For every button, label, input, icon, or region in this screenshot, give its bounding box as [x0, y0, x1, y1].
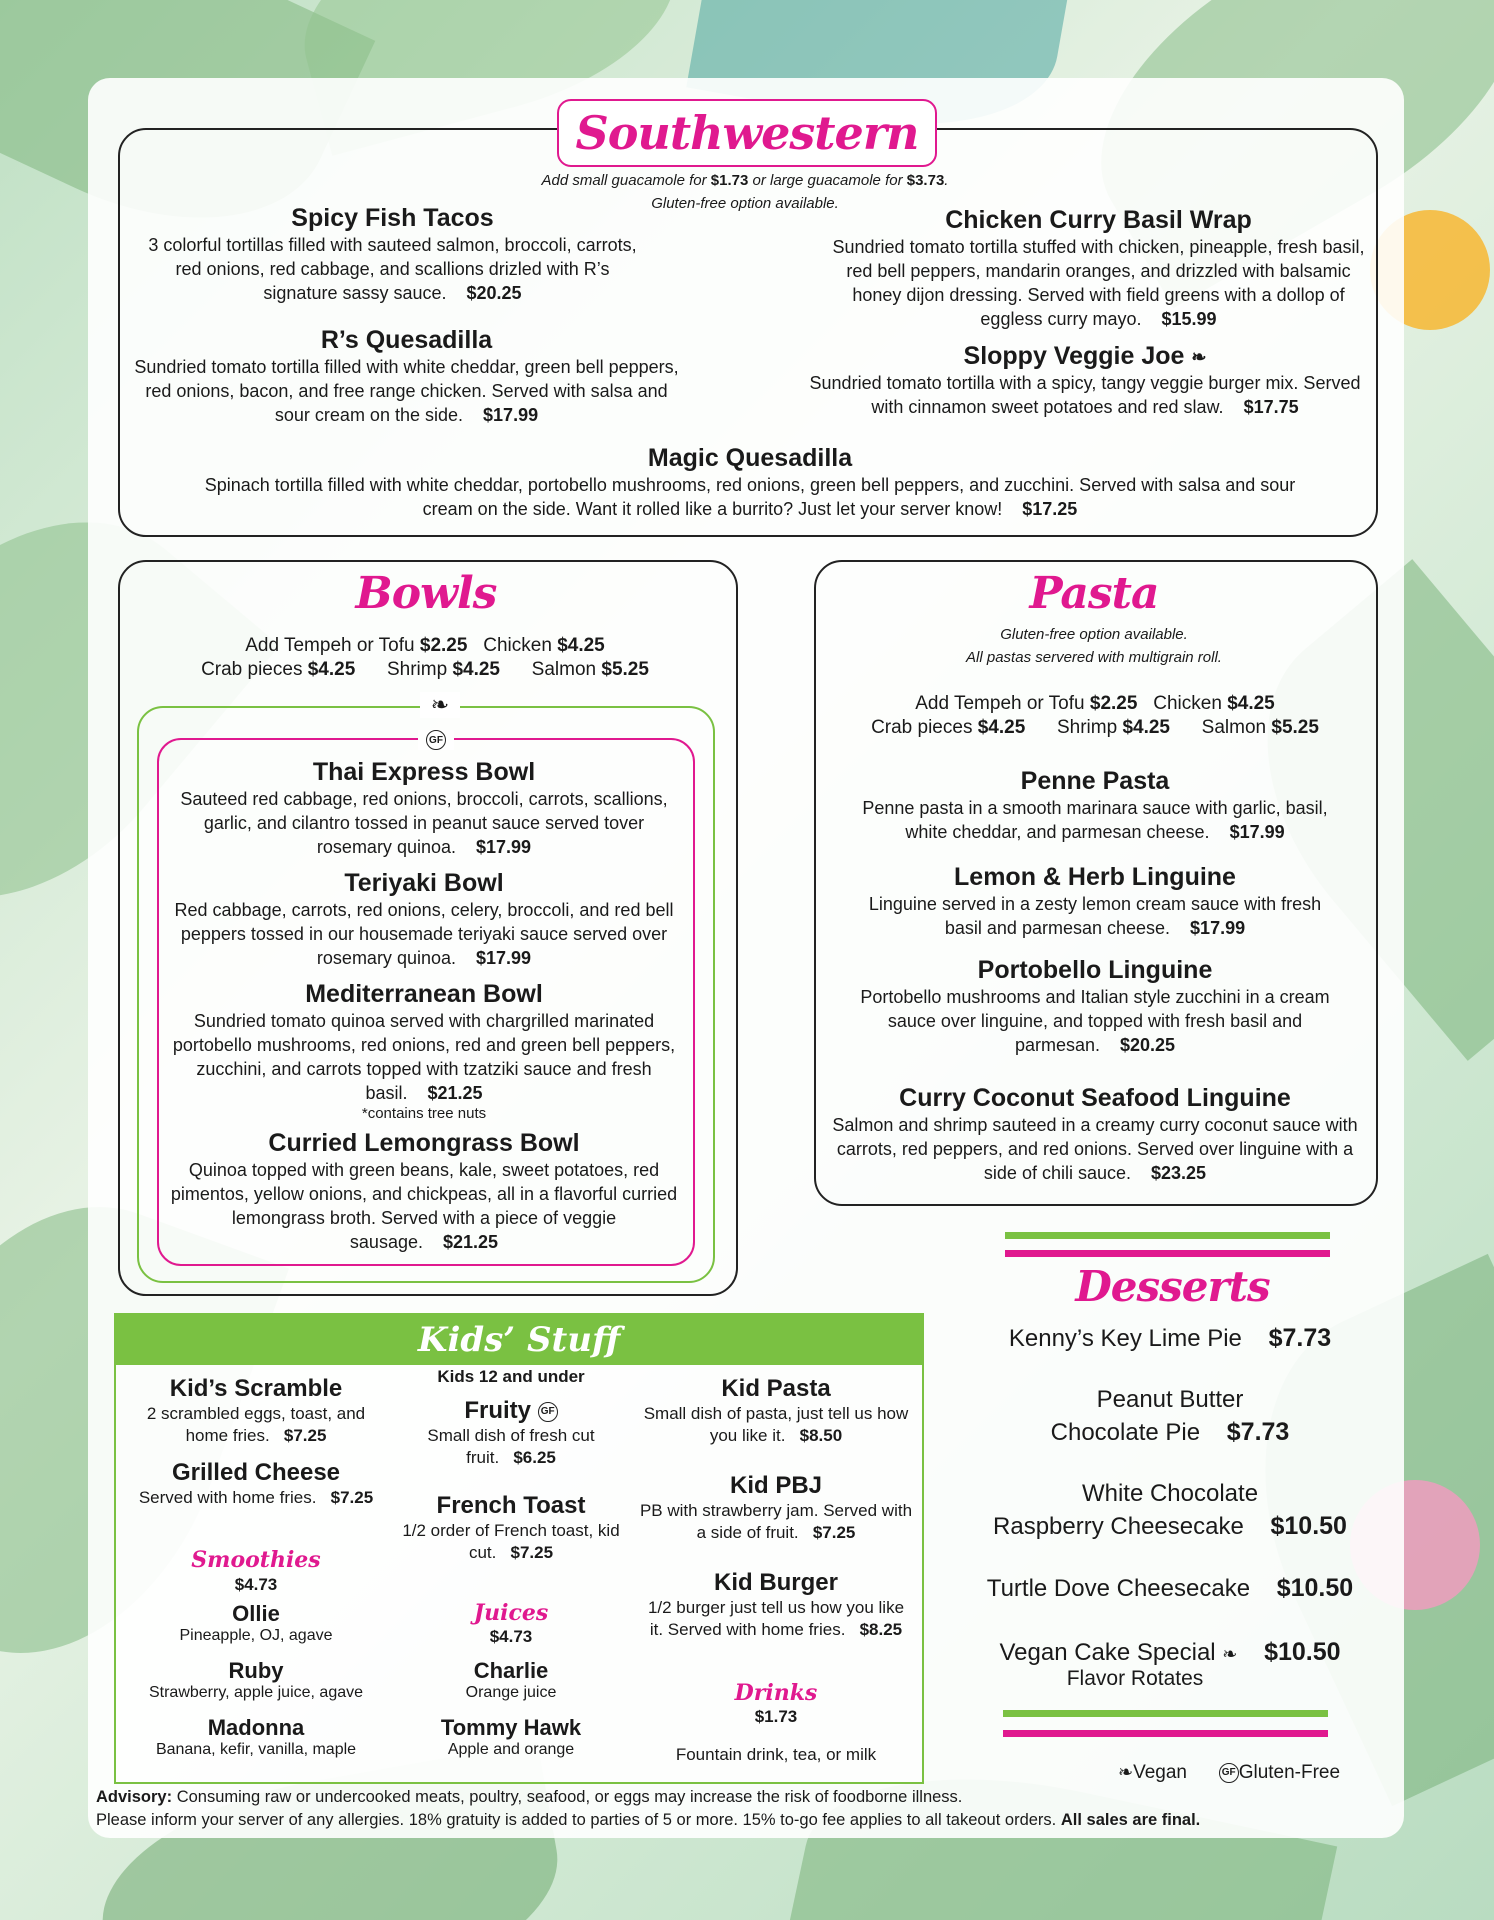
item-desc: Small dish of pasta, just tell us how you like it. [643, 1404, 909, 1445]
kids-item-pasta [636, 1375, 916, 1447]
menu-item-teriyaki-bowl [170, 869, 678, 970]
item-price: $21.25 [443, 1232, 499, 1252]
item-name: Kid’s Scramble [169, 1375, 343, 1402]
smoothie-ollie: Ollie Pineapple, OJ, agave [179, 1601, 333, 1644]
leaf-icon: ❧ [1191, 346, 1207, 367]
menu-item-penne-pasta [840, 767, 1350, 844]
dessert-key-lime-pie: Kenny’s Key Lime Pie $7.73 [1008, 1324, 1332, 1352]
kids-item-burger [646, 1569, 906, 1641]
item-desc: Portobello mushrooms and Italian style zucchini in a cream sauce over linguine, and topped with fresh basil and parmesan. [860, 987, 1330, 1055]
item-desc: Quinoa topped with green beans, kale, sweet potatoes, red pimentos, yellow onions, and chickpeas, all in a flavorful curried lemongrass broth. Served with a piece of veggie sausage. [170, 1160, 678, 1252]
pasta-roll-note: All pastas servered with multigrain roll. [966, 649, 1222, 666]
item-desc: 3 colorful tortillas filled with sauteed salmon, broccoli, carrots, red onions, red cabbage, and scallions drizled with R’s signature sassy sauce. [148, 235, 637, 303]
leaf-icon: ❧ [1118, 1762, 1134, 1783]
leaf-icon: ❧ [1222, 1643, 1238, 1664]
item-desc: 2 scrambled eggs, toast, and home fries. [146, 1404, 366, 1445]
bowls-title: Bowls [355, 568, 497, 619]
item-name: Lemon & Herb Linguine [954, 863, 1236, 891]
kids-title: Kids’ Stuff [116, 1315, 922, 1365]
pasta-title: Pasta [1029, 568, 1159, 619]
juice-charlie: Charlie Orange juice [465, 1658, 557, 1701]
dessert-turtle-dove-cheesecake: Turtle Dove Cheesecake $10.50 [986, 1574, 1354, 1602]
drinks-desc: Fountain drink, tea, or milk [675, 1745, 877, 1764]
item-price: $7.25 [510, 1543, 554, 1562]
item-price: $17.99 [476, 948, 532, 968]
kids-item-scramble [126, 1375, 386, 1447]
smoothies-title: Smoothies [191, 1547, 321, 1573]
kids-item-fruity [406, 1397, 616, 1469]
item-name: French Toast [436, 1492, 586, 1519]
item-desc: Sundried tomato quinoa served with chargrilled marinated portobello mushrooms, red onions, red and green bell peppers, zucchini, and carrots topped with tzatziki sauce and fresh basil. [172, 1011, 676, 1103]
menu-item-mediterranean-bowl [170, 980, 678, 1122]
item-name: Mediterranean Bowl [305, 980, 543, 1008]
dessert-peanut-butter-pie: Peanut Butter Chocolate Pie $7.73 [1050, 1386, 1290, 1446]
item-desc: Sundried tomato tortilla filled with white cheddar, green bell peppers, red onions, bacon, and free range chicken. Served with salsa and sour cream on the side. [134, 357, 679, 425]
menu-item-chicken-curry-basil-wrap [826, 206, 1371, 331]
juices-price: $4.73 [489, 1627, 533, 1646]
item-desc: Small dish of fresh cut fruit. [427, 1426, 595, 1467]
item-name: Kid Pasta [721, 1375, 831, 1402]
divider-green-top [1005, 1232, 1330, 1239]
item-desc: 1/2 order of French toast, kid cut. [402, 1521, 620, 1562]
item-desc: Sauteed red cabbage, red onions, broccoli, carrots, scallions, garlic, and cilantro tossed in peanut sauce served tover rosemary quinoa. [180, 789, 668, 857]
item-price: $7.25 [812, 1523, 856, 1542]
item-desc: Salmon and shrimp sauteed in a creamy curry coconut sauce with carrots, red peppers, and red onions. Served over linguine with a side of chili sauce. [832, 1115, 1358, 1183]
item-price: $20.25 [1120, 1035, 1176, 1055]
dessert-raspberry-cheesecake: White Chocolate Raspberry Cheesecake $10.50 [993, 1480, 1347, 1540]
dessert-flavor-rotates: Flavor Rotates [1066, 1667, 1204, 1690]
item-name: Grilled Cheese [171, 1459, 341, 1486]
gluten-free-icon: GF [426, 730, 446, 750]
item-price: $17.25 [1022, 499, 1078, 519]
menu-item-portobello-linguine [855, 956, 1335, 1057]
kids-age-note: Kids 12 and under [437, 1367, 585, 1386]
menu-item-sloppy-veggie-joe [800, 342, 1370, 419]
item-desc: Served with home fries. [138, 1488, 317, 1507]
item-name: Penne Pasta [1020, 767, 1170, 795]
divider-pink-bottom [1003, 1730, 1328, 1737]
item-price: $21.25 [427, 1083, 483, 1103]
divider-pink-top [1005, 1250, 1330, 1257]
item-price: $20.25 [466, 283, 522, 303]
item-name: Chicken Curry Basil Wrap [945, 206, 1252, 234]
juices-title: Juices [473, 1600, 549, 1626]
item-desc: Linguine served in a zesty lemon cream sauce with fresh basil and parmesan cheese. [868, 894, 1322, 938]
drinks-title: Drinks [734, 1680, 818, 1706]
item-name: Portobello Linguine [977, 956, 1213, 984]
item-price: $17.99 [483, 405, 539, 425]
southwestern-guac-note: Add small guacamole for $1.73 or large guacamole for $3.73. [541, 172, 949, 189]
menu-item-thai-express-bowl [170, 758, 678, 859]
item-price: $17.99 [476, 837, 532, 857]
menu-item-curry-coconut-seafood-linguine [820, 1084, 1370, 1185]
item-price: $6.25 [513, 1448, 556, 1467]
tree-nut-note: *contains tree nuts [361, 1105, 487, 1122]
kids-item-grilled-cheese [136, 1459, 376, 1509]
item-price: $8.25 [859, 1620, 903, 1639]
divider-green-bottom [1003, 1710, 1328, 1717]
item-desc: PB with strawberry jam. Served with a side of fruit. [639, 1501, 913, 1542]
advisory-notice: Advisory: Consuming raw or undercooked meats, poultry, seafood, or eggs may increase the risk of foodborne illness. Please inform your server of any allergies. 18% gratuity is added to parties of 5 or more. 15% to-go fee applies to all takeout orders. All sales are final. [96, 1788, 1201, 1829]
item-desc: 1/2 burger just tell us how you like it. Served with home fries. [647, 1598, 905, 1639]
item-price: $7.25 [330, 1488, 374, 1507]
item-desc: Penne pasta in a smooth marinara sauce with garlic, basil, white cheddar, and parmesan cheese. [862, 798, 1328, 842]
item-name: Curried Lemongrass Bowl [268, 1129, 580, 1157]
menu-item-rs-quesadilla [134, 326, 679, 427]
kids-item-french-toast [396, 1492, 626, 1564]
item-price: $8.50 [799, 1426, 843, 1445]
southwestern-gf-note: Gluten-free option available. [651, 195, 839, 212]
item-name: R’s Quesadilla [320, 326, 493, 354]
item-price: $17.99 [1229, 822, 1285, 842]
menu-item-magic-quesadilla [200, 444, 1300, 521]
item-name: Teriyaki Bowl [344, 869, 504, 897]
item-price: $23.25 [1151, 1163, 1207, 1183]
item-price: $15.99 [1161, 309, 1217, 329]
item-name: Curry Coconut Seafood Linguine [899, 1084, 1291, 1112]
item-name: Kid PBJ [729, 1472, 822, 1499]
menu-item-curried-lemongrass-bowl [170, 1129, 678, 1254]
item-price: $7.25 [283, 1426, 327, 1445]
juice-tommy-hawk: Tommy Hawk Apple and orange [440, 1715, 582, 1758]
leaf-icon: ❧ [420, 692, 460, 718]
legend: ❧Vegan GF Gluten-Free [1118, 1762, 1341, 1783]
smoothie-ruby: Ruby Strawberry, apple juice, agave [148, 1658, 364, 1701]
item-name: Kid Burger [713, 1569, 838, 1596]
southwestern-title: Southwestern [557, 99, 937, 167]
dessert-vegan-cake-special: Vegan Cake Special ❧ $10.50 [970, 1636, 1370, 1670]
item-price: $17.99 [1190, 918, 1246, 938]
pasta-gf-note: Gluten-free option available. [1000, 626, 1188, 643]
item-name: Sloppy Veggie Joe [963, 342, 1185, 370]
menu-item-lemon-herb-linguine [860, 863, 1330, 940]
menu-item-spicy-fish-tacos [140, 204, 645, 305]
item-desc: Spinach tortilla filled with white cheddar, portobello mushrooms, red onions, green bell peppers, and zucchini. Served with salsa and sour cream on the side. Want it rolled like a burrito? Just let your server know! [204, 475, 1296, 519]
smoothies-price: $4.73 [234, 1575, 278, 1594]
item-name: Magic Quesadilla [647, 444, 853, 472]
item-desc: Red cabbage, carrots, red onions, celery, broccoli, and red bell peppers tossed in our housemade teriyaki sauce served over rosemary quinoa. [174, 900, 674, 968]
pasta-addons: Add Tempeh or Tofu $2.25 Chicken $4.25 Crab pieces $4.25 Shrimp $4.25 Salmon $5.25 [871, 693, 1319, 738]
gluten-free-icon: GF [538, 1402, 558, 1422]
bowls-addons: Add Tempeh or Tofu $2.25 Chicken $4.25 Crab pieces $4.25 Shrimp $4.25 Salmon $5.25 [201, 635, 649, 680]
desserts-title: Desserts [1075, 1262, 1270, 1311]
drinks-price: $1.73 [754, 1707, 798, 1726]
smoothie-madonna: Madonna Banana, kefir, vanilla, maple [155, 1715, 357, 1758]
item-desc: Sundried tomato tortilla stuffed with chicken, pineapple, fresh basil, red bell peppers, mandarin oranges, and drizzled with balsamic honey dijon dressing. Served with field greens with a dollop of eggless curry mayo. [832, 237, 1365, 329]
item-desc: Sundried tomato tortilla with a spicy, tangy veggie burger mix. Served with cinnamon sweet potatoes and red slaw. [809, 373, 1361, 417]
kids-section [114, 1313, 924, 1784]
gluten-free-icon: GF [1219, 1763, 1239, 1783]
item-name: Spicy Fish Tacos [291, 204, 494, 232]
kids-item-pbj [636, 1472, 916, 1544]
item-name: Thai Express Bowl [312, 758, 536, 786]
item-price: $17.75 [1243, 397, 1299, 417]
item-name: Fruity [464, 1397, 531, 1424]
